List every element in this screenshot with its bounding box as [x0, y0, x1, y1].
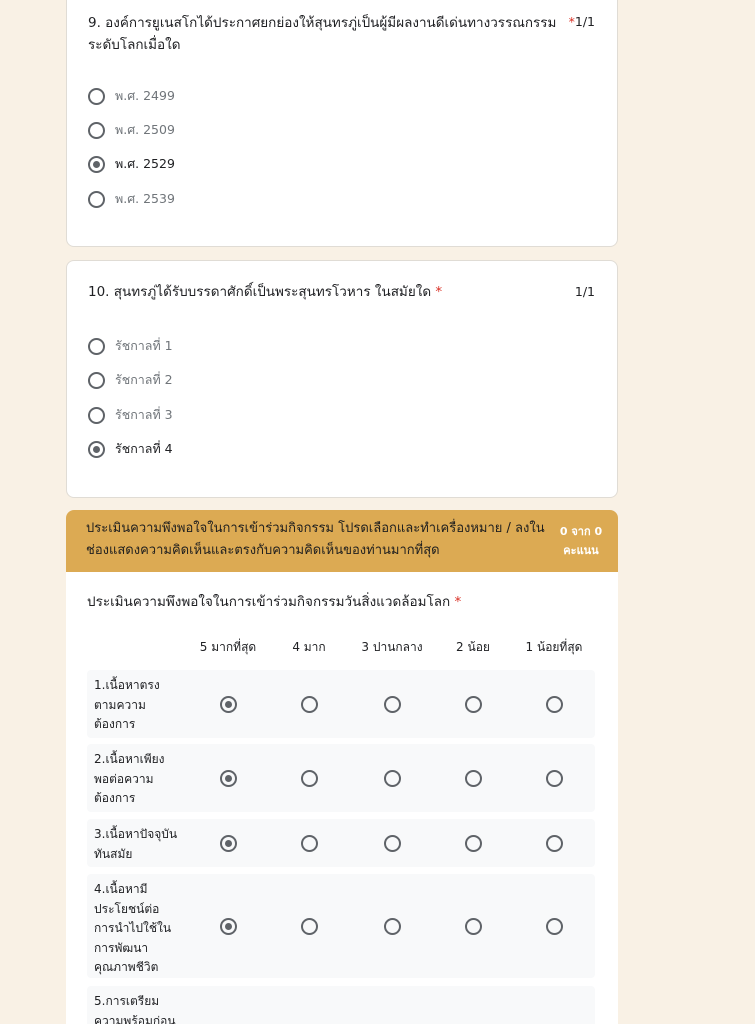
radio-circle-icon[interactable] — [88, 372, 105, 389]
option-label: รัชกาลที่ 2 — [115, 372, 173, 387]
radio-option[interactable] — [88, 86, 175, 106]
option-label: รัชกาลที่ 4 — [115, 441, 173, 456]
grid-column-header: 2 น้อย — [456, 640, 490, 654]
grid-row — [87, 670, 595, 738]
radio-circle-icon[interactable] — [546, 770, 563, 787]
radio-circle-icon[interactable] — [384, 918, 401, 935]
radio-circle-icon[interactable] — [465, 918, 482, 935]
grid-column-header: 3 ปานกลาง — [361, 640, 423, 654]
score-value: 1/1 — [574, 284, 595, 299]
grid-row-label — [94, 992, 180, 1024]
required-asterisk: * — [568, 14, 575, 29]
required-asterisk: * — [435, 284, 443, 300]
radio-circle-icon[interactable] — [384, 696, 401, 713]
grid-question-text: ประเมินความพึงพอใจในการเข้าร่วมกิจกรรมวันสิ่งแวดล้อมโลก — [87, 594, 451, 610]
radio-circle-icon[interactable] — [546, 918, 563, 935]
option-label: พ.ศ. 2499 — [115, 88, 175, 103]
grid-row-label-line: 1.เนื้อหาตรง — [94, 678, 160, 692]
section-score-line: คะแนน — [563, 544, 599, 557]
grid-row-label-line: 4.เนื้อหามี — [94, 882, 148, 896]
radio-checked-icon[interactable] — [220, 835, 237, 852]
radio-circle-icon[interactable] — [301, 835, 318, 852]
grid-row-label-line: 5.การเตรียม — [94, 994, 160, 1008]
radio-option-selected[interactable] — [88, 154, 175, 174]
section-title — [86, 518, 546, 562]
section-header — [66, 510, 618, 572]
radio-option[interactable] — [88, 189, 175, 209]
question-title — [88, 12, 558, 56]
radio-circle-icon[interactable] — [465, 770, 482, 787]
option-label: พ.ศ. 2539 — [115, 191, 175, 206]
question-score — [569, 14, 595, 29]
grid-row-label — [94, 750, 180, 809]
grid-row-label-line: พอต่อความ — [94, 771, 154, 786]
grid-row-label — [94, 880, 180, 978]
question-title-line: 9. องค์การยูเนสโกได้ประกาศยกย่องให้สุนทรภู่เป็นผู้มีผลงานดีเด่นทางวรรณกรรม — [88, 15, 557, 31]
grid-row-label-line: ตามความ — [94, 697, 146, 712]
grid-row-label-line: ทันสมัย — [94, 846, 133, 861]
radio-option-selected[interactable] — [88, 439, 173, 459]
question-card-10 — [66, 260, 618, 498]
grid-row-label-line: ความพร้อมก่อน — [94, 1013, 176, 1024]
option-label: รัชกาลที่ 3 — [115, 407, 173, 422]
radio-circle-icon[interactable] — [88, 88, 105, 105]
radio-circle-icon[interactable] — [384, 770, 401, 787]
radio-circle-icon[interactable] — [88, 338, 105, 355]
grid-column-header: 1 น้อยที่สุด — [525, 640, 583, 654]
section-score-line: 0 จาก 0 — [559, 525, 603, 538]
radio-checked-icon[interactable] — [220, 696, 237, 713]
grid-row — [87, 744, 595, 812]
radio-checked-icon[interactable] — [88, 156, 105, 173]
grid-row-label — [94, 676, 180, 735]
grid-row-label-line: การพัฒนา — [94, 940, 149, 955]
radio-circle-icon[interactable] — [88, 407, 105, 424]
radio-circle-icon[interactable] — [546, 696, 563, 713]
question-title-text: 10. สุนทรภู่ได้รับบรรดาศักดิ์เป็นพระสุนทรโวหาร ในสมัยใด — [88, 284, 432, 300]
grid-row-label-line: การนำไปใช้ใน — [94, 921, 172, 935]
question-score — [575, 284, 595, 299]
section-score — [546, 522, 616, 560]
score-value: 1/1 — [574, 14, 595, 29]
grid-row — [87, 874, 595, 978]
grid-column-header: 4 มาก — [292, 640, 326, 654]
grid-row — [87, 819, 595, 867]
radio-checked-icon[interactable] — [220, 918, 237, 935]
grid-row-label-line: 2.เนื้อหาเพียง — [94, 752, 165, 766]
radio-circle-icon[interactable] — [384, 835, 401, 852]
radio-circle-icon[interactable] — [301, 918, 318, 935]
grid-row-label-line: คุณภาพชีวิต — [94, 960, 159, 974]
grid-column-header: 5 มากที่สุด — [199, 640, 257, 654]
radio-checked-icon[interactable] — [88, 441, 105, 458]
grid-row-label-line: 3.เนื้อหาปัจจุบัน — [94, 827, 178, 841]
radio-circle-icon[interactable] — [88, 122, 105, 139]
radio-circle-icon[interactable] — [465, 835, 482, 852]
grid-row-label — [94, 825, 180, 864]
grid-row — [87, 986, 595, 1024]
grid-row-label-line: ต้องการ — [94, 717, 136, 731]
option-label: รัชกาลที่ 1 — [115, 338, 173, 353]
radio-option[interactable] — [88, 120, 175, 140]
radio-circle-icon[interactable] — [301, 770, 318, 787]
question-title-line: ระดับโลกเมื่อใด — [88, 37, 181, 53]
grid-row-label-line: ต้องการ — [94, 791, 136, 805]
radio-circle-icon[interactable] — [465, 696, 482, 713]
option-label: พ.ศ. 2529 — [115, 156, 175, 171]
question-title — [88, 281, 548, 303]
radio-checked-icon[interactable] — [220, 770, 237, 787]
option-label: พ.ศ. 2509 — [115, 122, 175, 137]
radio-option[interactable] — [88, 336, 173, 356]
section-title-line: ประเมินความพึงพอใจในการเข้าร่วมกิจกรรม โปรดเลือกและทำเครื่องหมาย / ลงใน — [86, 521, 545, 536]
grid-question-title — [87, 590, 461, 612]
question-card-9 — [66, 0, 618, 247]
radio-circle-icon[interactable] — [88, 191, 105, 208]
radio-circle-icon[interactable] — [546, 835, 563, 852]
grid-row-label-line: ประโยชน์ต่อ — [94, 901, 160, 916]
satisfaction-section — [66, 510, 618, 1024]
required-asterisk: * — [454, 594, 462, 610]
radio-option[interactable] — [88, 405, 173, 425]
section-title-line: ช่องแสดงความคิดเห็นและตรงกับความคิดเห็นของท่านมากที่สุด — [86, 543, 440, 558]
radio-option[interactable] — [88, 370, 173, 390]
radio-circle-icon[interactable] — [301, 696, 318, 713]
